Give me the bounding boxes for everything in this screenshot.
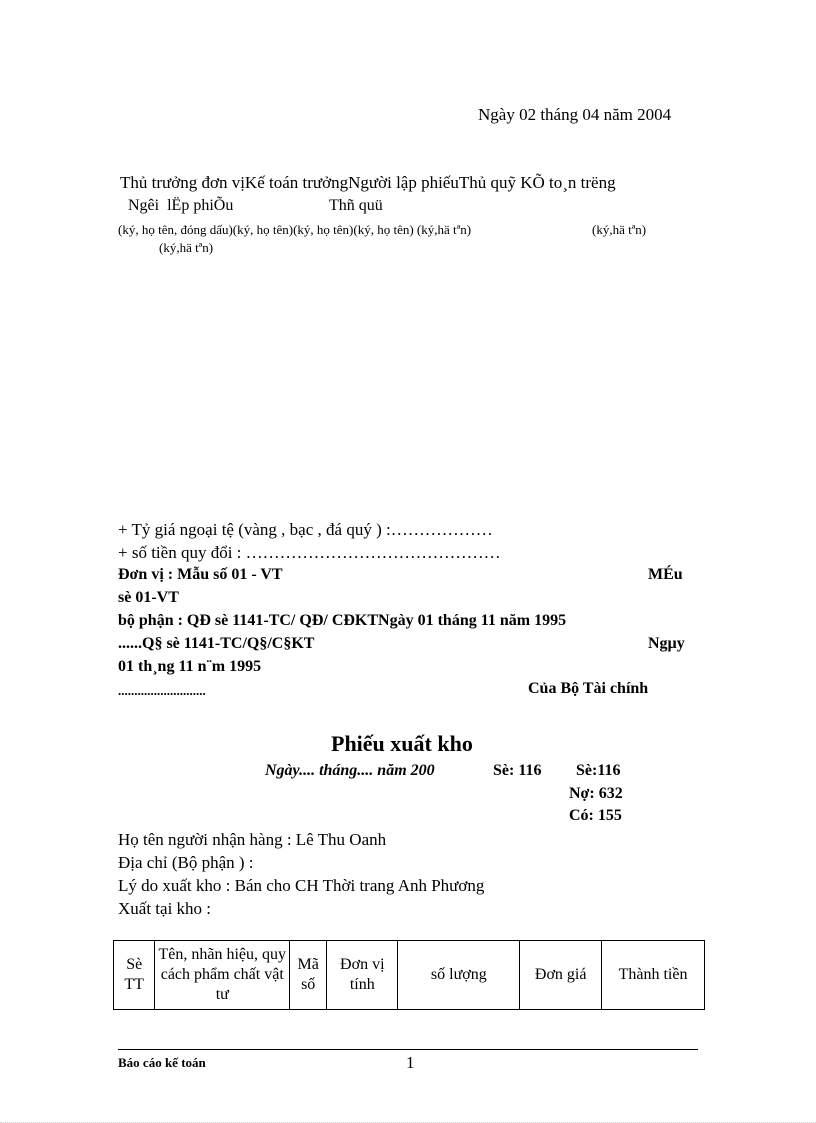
header-cell: số lượng [398,941,520,1010]
voucher-number-2: Sè:116 [576,762,621,779]
voucher-number: Sè: 116 [493,762,542,779]
debit-account: Nợ: 632 [569,785,623,802]
footer-label: Báo cáo kế toán [118,1055,206,1070]
signature-notes-right: (ký,hä tªn) [592,222,647,237]
receiver-name: Họ tên người nhận hàng : Lê Thu Oanh [118,830,387,849]
header-cell: Tên, nhãn hiệu, quy cách phẩm chất vật tư [155,941,290,1010]
warehouse-line: Xuất tại kho : [118,899,212,918]
decision-date-line: 01 th¸ng 11 n¨m 1995 [118,658,262,675]
signature-notes: (ký, họ tên, đóng dấu)(ký, họ tên)(ký, họ tên)(ký, họ tên) (ký,hä tªn) [118,222,472,237]
signature-notes-2: (ký,hä tªn) [159,240,214,255]
date-placeholder: Ngày.... tháng.... năm 200 [265,762,435,779]
receiver-address: Địa chỉ (Bộ phận ) : [118,853,254,872]
header-cell: Thành tiền [602,941,705,1010]
signature-titles-2: Ngêi lËp phiÕu Thñ quü [128,197,383,214]
dots-line: ........................... [118,683,206,698]
credit-account: Có: 155 [569,807,622,824]
department-line: bộ phận : QĐ sè 1141-TC/ QĐ/ CĐKTNgày 01 tháng 11 năm 1995 [118,612,567,629]
items-table [113,940,705,1010]
table-header-row [114,941,705,1010]
exchange-rate-line: + Tỷ giá ngoại tệ (vàng , bạc , đá quý ) :……………… [118,520,493,539]
unit-line-right: MÉu [648,566,683,583]
form-number-line: sè 01-VT [118,589,179,606]
document-date: Ngày 02 tháng 04 năm 2004 [478,105,672,124]
header-cell: Mã số [290,941,327,1010]
header-cell: Sè TT [114,941,155,1010]
footer-divider [118,1049,698,1050]
issue-reason: Lý do xuất kho : Bán cho CH Thời trang Anh Phương [118,876,485,895]
page-number: 1 [406,1053,415,1072]
header-cell: Đơn vị tính [327,941,398,1010]
decision-line: ......Q§ sè 1141-TC/Q§/C§KT [118,635,315,652]
ministry-label: Của Bộ Tài chính [528,680,649,697]
header-cell: Đơn giá [520,941,602,1010]
unit-line: Đơn vị : Mẫu số 01 - VT [118,566,283,583]
decision-line-right: Ngµy [648,635,685,652]
converted-amount-line: + số tiền quy đổi : ……………………………………… [118,543,501,562]
page-title: Phiếu xuất kho [331,731,473,756]
signature-titles: Thủ trưởng đơn vịKế toán trưởngNgười lập phiếuThủ quỹ KÕ to¸n trëng [120,173,616,192]
